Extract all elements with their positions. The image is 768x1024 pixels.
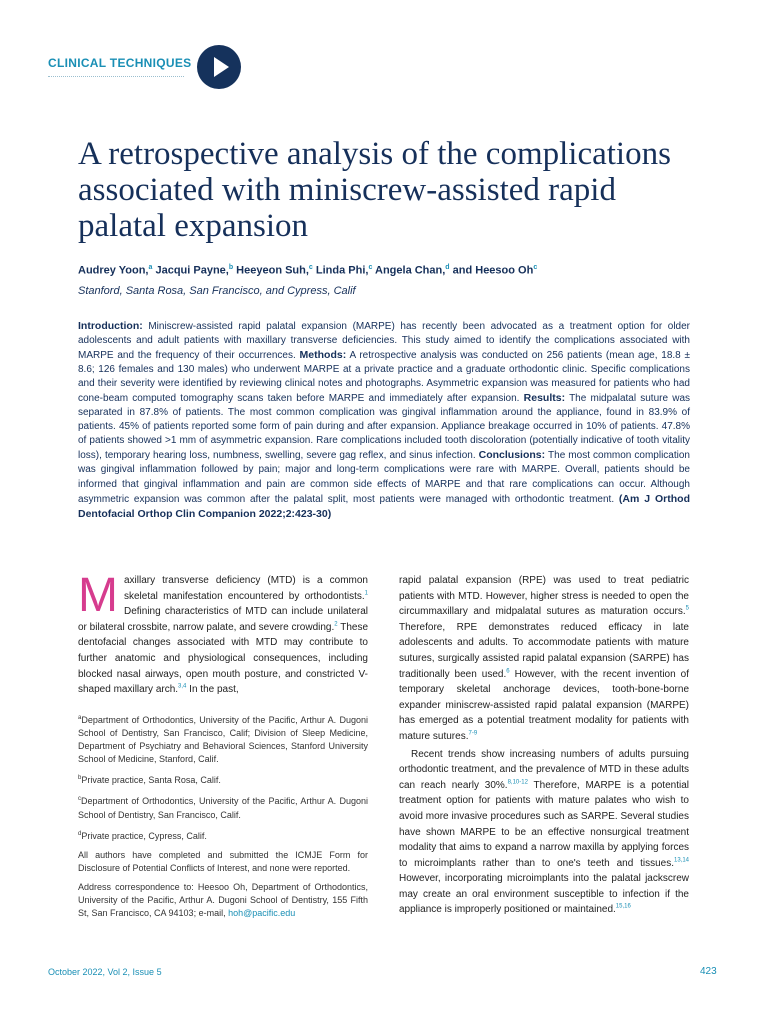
author: Angela Chan, xyxy=(372,264,446,277)
abstract xyxy=(78,319,690,522)
author: Audrey Yoon, xyxy=(78,264,149,277)
footnote-d xyxy=(78,828,368,843)
abstract-results-text: The midpalatal suture was separated in 87.8% of patients. The most common complication was gingival inflammation around the appliance, found in 83.9% of patients. 45% of patients reported some form of pain during and after expansion. Appliance breakage occurred in 10% of patients. 47.8% of patients showed >1 mm of asymmetric expansion. Rare complications included tooth discoloration (potentially indicative of tooth vitality loss), temporary hearing loss, numbness, swelling, severe gag reflex, and sinus infection. xyxy=(78,393,690,462)
abstract-conclusions-label: Conclusions: xyxy=(478,449,546,462)
page-number: 423 xyxy=(700,966,717,977)
reference-link[interactable]: 15,16 xyxy=(615,904,631,911)
body-text: Defining characteristics of MTD can include unilateral or bilateral crossbite, narrow palate, and severe crowding. xyxy=(78,606,368,633)
footnote-mark: a xyxy=(78,715,82,721)
intro-paragraph xyxy=(78,569,369,698)
body-text: Recent trends show increasing numbers of adults pursuing orthodontic treatment, and the prevalence of MTD in these adults can reach nearly 30%. xyxy=(399,748,689,791)
issue-info: October 2022, Vol 2, Issue 5 xyxy=(48,967,162,977)
body-paragraph xyxy=(399,573,689,745)
reference-link[interactable]: 5 xyxy=(685,605,689,612)
author-affil-mark: d xyxy=(445,264,450,271)
body-column-right xyxy=(399,573,689,918)
abstract-intro-text: Miniscrew-assisted rapid palatal expansion (MARPE) has recently been advocated as a treatment option for older adolescents and adult patients with maxillary transverse deficiencies. This study aimed to identify the complications associated with MARPE and the frequency of their occurrences. xyxy=(78,321,690,362)
body-text: In the past, xyxy=(186,684,239,696)
footnote-mark: c xyxy=(78,796,81,803)
reference-link[interactable]: 3,4 xyxy=(178,683,187,690)
reference-link[interactable]: 2 xyxy=(334,621,338,628)
footnote-text: Private practice, Cypress, Calif. xyxy=(81,830,207,841)
footnote-mark: d xyxy=(78,830,82,837)
body-text: These dentofacial changes associated with MTD may contribute to further anatomic and physiological consequences, including blocked nasal airways, open mouth posture, and constricted V-shaped maxillary arch. xyxy=(78,621,369,696)
author-affil-mark: a xyxy=(148,264,153,271)
author-footnotes xyxy=(78,712,368,926)
reference-link[interactable]: 13,14 xyxy=(673,857,689,864)
article-title: A retrospective analysis of the complications associated with miniscrew-assisted rapid palatal expansion xyxy=(78,136,671,244)
reference-link[interactable]: 7-9 xyxy=(468,730,478,737)
abstract-methods-label: Methods: xyxy=(299,349,347,362)
abstract-methods-text: A retrospective analysis was conducted on 256 patients (mean age, 18.8 ± 8.6; 126 females and 130 males) who underwent MARPE at a private practice and a graduate orthodontic clinic. Specific complications and their severity were identified by reviewing clinical notes and photographs. Asymmetric expansion was measured for patients who had cone-beam computed tomography scans taken before MARPE and immediately after expansion. xyxy=(78,350,690,405)
reference-link[interactable]: 6 xyxy=(506,668,510,675)
play-icon xyxy=(197,45,241,89)
footnote-text: Department of Orthodontics, University of the Pacific, Arthur A. Dugoni School of Dentistry, San Francisco, Calif. xyxy=(78,796,368,820)
body-text: Therefore, MARPE is a potential treatment option for patients with mature palates who wish to avoid more invasive procedures such as SARPE. Several studies have shown MARPE to be an effective nonsurgical treatment modality that aims to expand a narrow maxilla by applying forces to microimplants rather than to one's teeth and tissues. xyxy=(399,779,689,869)
author-affil-mark: c xyxy=(368,264,373,271)
footnote-c xyxy=(78,793,368,821)
body-text: rapid palatal expansion (RPE) was used to treat pediatric patients with MTD. However, higher stress is needed to open the circummaxillary and midpalatal sutures as maturation occurs. xyxy=(399,575,689,618)
correspondence-note xyxy=(78,881,368,920)
author: and Heesoo Oh xyxy=(449,264,534,277)
reference-link[interactable]: 1 xyxy=(364,590,368,597)
body-paragraph xyxy=(399,747,689,919)
body-column-left xyxy=(78,569,369,698)
author: Linda Phi, xyxy=(312,264,369,277)
section-divider xyxy=(48,76,184,77)
footnote-b xyxy=(78,772,368,787)
section-label: CLINICAL TECHNIQUES xyxy=(48,56,192,70)
body-text: However, incorporating microimplants into the palatal jackscrew may create an oral environment susceptible to infection if the appliance is improperly positioned or maintained. xyxy=(399,873,689,916)
author-affil-mark: b xyxy=(228,264,234,271)
footnote-mark: b xyxy=(78,775,82,782)
author: Heeyeon Suh, xyxy=(233,264,309,277)
author-affil-mark: c xyxy=(308,264,313,271)
email-link[interactable]: hoh@pacific.edu xyxy=(228,908,296,919)
abstract-intro-label: Introduction: xyxy=(78,320,143,332)
affiliation-line: Stanford, Santa Rosa, San Francisco, and Cypress, Calif xyxy=(78,285,356,297)
abstract-conclusions-text: The most common complication was gingival inflammation followed by pain; major and long-term complications were rare with MARPE. Overall, patients should be informed that gingival inflammation and pain are common side effects of MARPE and that rare complications can occur. Although asymmetric expansion was common after the palatal split, most patients were managed with orthodontic treatment. xyxy=(78,450,690,505)
play-button[interactable] xyxy=(197,45,241,89)
journal-citation: (Am J Orthod Dentofacial Orthop Clin Companion 2022;2:423-30) xyxy=(78,492,691,520)
correspondence-address: Address correspondence to: Heesoo Oh, Department of Orthodontics, University of the Pacific, Arthur A. Dugoni School of Dentistry, 155 Fifth St, San Francisco, CA 94103; e-mail, xyxy=(78,881,368,919)
disclosure-note: All authors have completed and submitted the ICMJE Form for Disclosure of Potential Conflicts of Interest, and none were reported. xyxy=(78,849,368,873)
footnote-a xyxy=(78,712,368,766)
abstract-results-label: Results: xyxy=(523,392,566,405)
author-list xyxy=(78,264,718,277)
footnote-text: Private practice, Santa Rosa, Calif. xyxy=(81,775,221,786)
body-text: However, with the recent invention of temporary skeletal anchorage devices, tooth-bone-borne expander miniscrew-assisted rapid palatal expansion (MARPE) has emerged as a potential treatment modality for patients with mature sutures. xyxy=(399,668,689,742)
reference-link[interactable]: 8,10-12 xyxy=(507,779,528,786)
drop-cap: M xyxy=(78,569,118,622)
author: Jacqui Payne, xyxy=(152,264,229,277)
author-affil-mark: c xyxy=(533,264,538,271)
footnote-text: Department of Orthodontics, University of the Pacific, Arthur A. Dugoni School of Dentistry, San Francisco, Calif; Division of Sleep Medicine, Department of Psychiatry and Behavioral Sciences, Stanford University School of Medicine, Stanford, Calif. xyxy=(78,715,368,765)
body-text: Therefore, RPE demonstrates reduced efficacy in late adolescents and adults. To accommodate patients with mature sutures, surgically assisted rapid palatal expansion (SARPE) has traditionally been used. xyxy=(399,621,689,680)
body-text: axillary transverse deficiency (MTD) is a common skeletal manifestation encountered by orthodontists. xyxy=(123,575,368,602)
